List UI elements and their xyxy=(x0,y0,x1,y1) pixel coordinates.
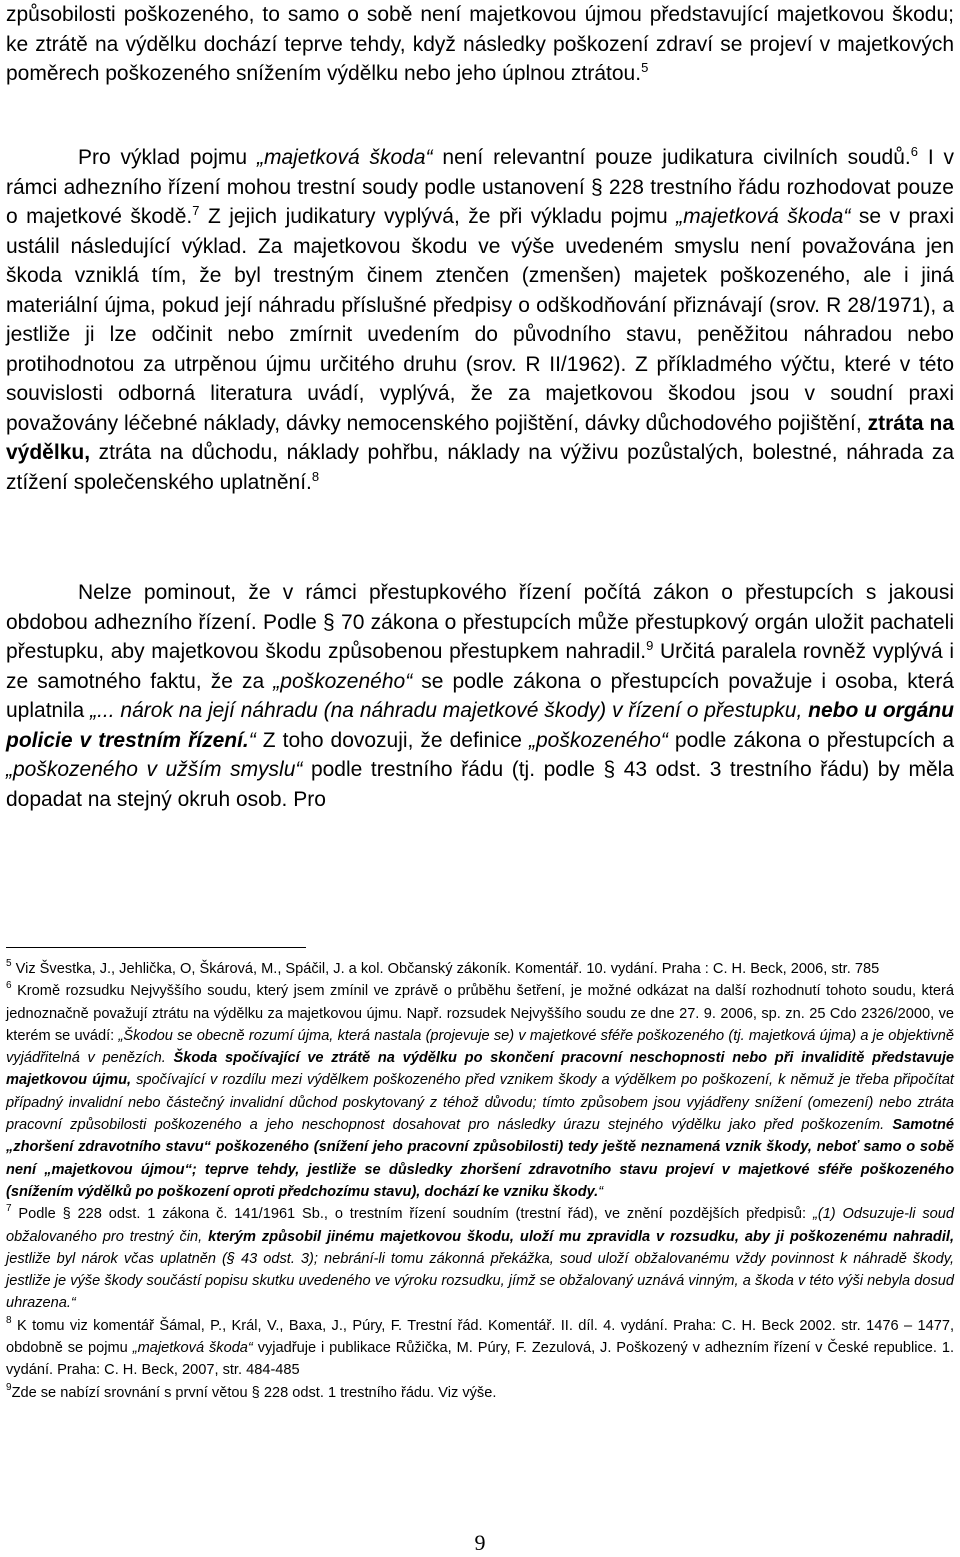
footnote-6: $^6$ Kromě rozsudku Nejvyššího soudu, který jsem zmínil ve zprávě o průběhu šetření, je možné odkázat na další rozhodnutí tohoto soudu, která jednoznačně považují ztrátu na výdělku za majetkovou újmu. Např. rozsudek Nejvyššího soudu ze dne 27. 9. 2006, sp. zn. 25 Cdo 2326/2000, ve kterém se uvádí: „Škodou se obecně rozumí újma, která nastala (projevuje se) v majetkové sféře poškozeného (tj. majetková újma) a je objektivně vyjádřitelná v penězích. Škoda spočívající ve ztrátě na výdělku po skončení pracovní neschopnosti nebo při invaliditě představuje majetkovou újmu, spočívající v rozdílu mezi výdělkem poškozeného před vznikem škody a výdělkem po poškození, k němuž je třeba připočítat případný invalidní nebo částečný invalidní důchod poskytovaný z téhož důvodu; tímto způsobem jsou vyjádřeny snížení (omezení) nebo ztráta pracovní způsobilosti poškozeného a jeho neschopnost dosahovat pro následky úrazu stejného výdělku jako před poškozením. Samotné „zhoršení zdravotního stavu“ poškozeného (snížení jeho pracovní způsobilosti) tedy ještě neznamená vznik škody, neboť samo o sobě není „majetkovou újmou“; teprve tehdy, jestliže se důsledky zhoršení zdravotního stavu projeví v majetkové sféře poškozeného (snížením výdělků po poškození oproti předchozímu stavu), dochází ke vzniku škody.“ xyxy=(6,980,954,1200)
footnote-ref-7[interactable]: 7 xyxy=(192,203,200,218)
term-majetkova-skoda: „majetková škoda“ xyxy=(676,205,851,228)
term-majetkova-skoda: „majetková škoda“ xyxy=(256,146,433,169)
emphasis-ztrata-na-vydelku: ztráta na výdělku, xyxy=(6,411,954,464)
footnote-ref-9[interactable]: 9 xyxy=(646,638,654,653)
page-number: 9 xyxy=(474,1530,486,1555)
footnote-separator xyxy=(6,947,306,948)
paragraph-1: způsobilosti poškozeného, to samo o sobě není majetkovou újmou představující majetkovou škodu; ke ztrátě na výdělku dochází teprve tehdy, když následky poškození zdraví se projeví v majetkových poměrech poškozeného snížením výdělku nebo jeho úplnou ztrátou.$^5$ xyxy=(6,3,954,85)
footnote-ref-8[interactable]: 8 xyxy=(311,468,320,484)
paragraph-2: Pro výklad pojmu „majetková škoda“ není relevantní pouze judikatura civilních soudů.$^6$ I v rámci adhezního řízení mohou trestní soudy podle ustanovení § 228 trestního řádu rozhodovat pouze o majetkové škodě.$^7$ Z jejich judikatury vyplývá, že při výkladu pojmu „majetková škoda“ se v praxi ustálil následující výklad. Za majetkovou škodu ve výše uvedeném smyslu není považována jen škoda vzniklá tím, že byl trestným činem ztenčen (zmenšen) majetek poškozeného, ale i jiná materiální újma, pokud její náhradu příslušné předpisy o odškodňování přiznávají (srov. R 28/1971), a jestliže ji lze odčinit nebo zmírnit uvedením do původního stavu, peněžitou náhradou nebo protihodnotou za utrpěnou újmu určitého druhu (srov. R II/1962). Z příkladmého výčtu, které v této souvislosti odborná literatura uvádí, vyplývá, že za majetkovou škodou jsou v soudní praxi považovány léčebné náklady, dávky nemocenského pojištění, dávky důchodového pojištění, ztráta na výdělku, ztráta na důchodu, náklady pohřbu, náklady na výživu pozůstalých, bolestné, náhrada za ztížení společenského uplatnění.$^8$ xyxy=(6,144,954,494)
term-poskozeneho: „poškozeného“ xyxy=(273,669,413,693)
quote-narok: „... nárok na její náhradu (na náhradu majetkové škody) v řízení o přestupku, xyxy=(90,699,809,722)
footnote-ref-6[interactable]: 6 xyxy=(910,144,918,159)
footnote-7: $^7$ Podle § 228 odst. 1 zákona č. 141/1961 Sb., o trestním řízení soudním (trestní řád), ve znění pozdějších předpisů: „(1) Odsuzuje-li soud obžalovaného pro trestný čin, kterým způsobil jinému majetkovou škodu, uloží mu zpravidla v rozsudku, aby ji poškozenému nahradil, jestliže byl nárok včas uplatněn (§ 43 odst. 3); nebrání-li tomu zákonná překážka, soud uloží obžalovanému vždy povinnost k náhradě škody, jestliže je výše škody součástí popisu skutku uvedeného ve výroku rozsudku, jímž se obžalovaný uznává vinným, a škoda v této výši nebyla dosud uhrazena.“ xyxy=(6,1203,955,1312)
footnote-5: $^5$ Viz Švestka, J., Jehlička, O, Škárová, M., Spáčil, J. a kol. Občanský zákoník. Komentář. 10. vydání. Praha : C. H. Beck, 2006, str. 785 xyxy=(6,958,880,977)
footnote-8: $^8$ K tomu viz komentář Šámal, P., Král, V., Baxa, J., Púry, F. Trestní řád. Komentář. II. díl. 4. vydání. Praha: C. H. Beck 2002. str. 1476 – 1477, obdobně se pojmu „majetková škoda“ vyjadřuje i publikace Růžička, M. Púry, F. Zezulová, J. Poškozený v adhezním řízení v České republice. 1. vydání. Praha: C. H. Beck, 2007, str. 484-485 xyxy=(6,1314,955,1379)
footnote-ref-5[interactable]: 5 xyxy=(641,60,649,75)
emphasis-policie: nebo u orgánu policie v trestním řízení. xyxy=(6,699,955,752)
footnotes xyxy=(6,958,954,1404)
footnote-9: $^9$Zde se nabízí srovnání s první větou § 228 odst. 1 trestního řádu. Viz výše. xyxy=(6,1381,497,1401)
term-poskozeneho-v-uzsim-smyslu: „poškozeného v užším smyslu“ xyxy=(6,758,303,781)
term-poskozeneho: „poškozeného“ xyxy=(529,728,668,752)
paragraph-3: Nelze pominout, že v rámci přestupkového řízení počítá zákon o přestupcích s jakousi obdobou adhezního řízení. Podle § 70 zákona o přestupcích může přestupkový orgán uložit pachateli přestupku, aby majetkovou škodu způsobenou přestupkem nahradil.$^9$ Určitá paralela rovněž vyplývá i ze samotného faktu, že za „poškozeného“ se podle zákona o přestupcích považuje i osoba, která uplatnila „... nárok na její náhradu (na náhradu majetkové škody) v řízení o přestupku, nebo u orgánu policie v trestním řízení.“ Z toho dovozuji, že definice „poškozeného“ podle zákona o přestupcích a „poškozeného v užším smyslu“ podle trestního řádu (tj. podle § 43 odst. 3 trestního řádu) by měla dopadat na stejný okruh osob. Pro xyxy=(6,581,955,811)
